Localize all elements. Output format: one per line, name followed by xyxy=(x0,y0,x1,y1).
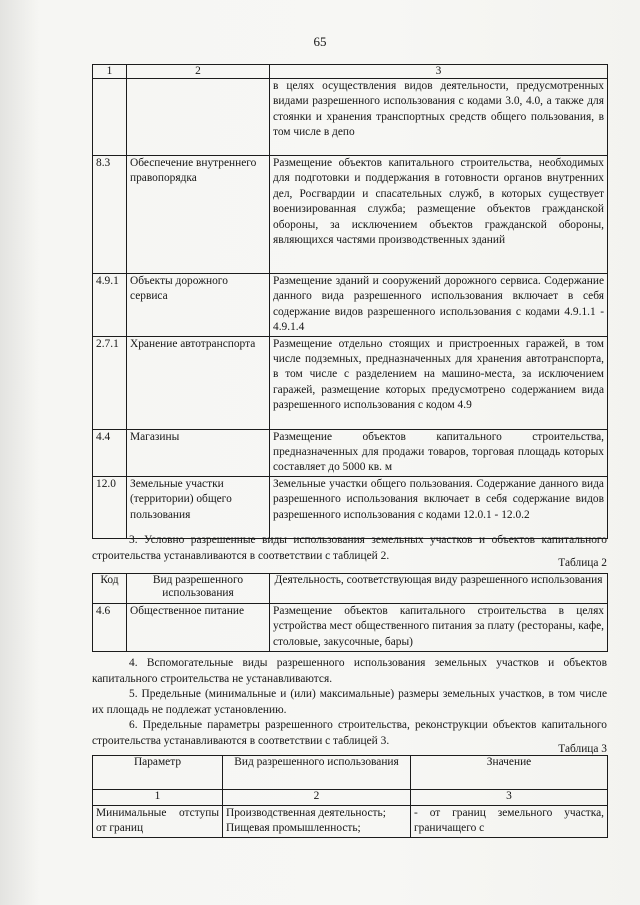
paragraph-4-text: 4. Вспомогательные виды разрешенного использования земельных участков и объектов капитального строительства не устанавливаются. xyxy=(92,657,607,685)
value-cell: - от границ земельного участка, граничащего с xyxy=(411,806,608,838)
table-row xyxy=(93,604,608,652)
header-cell: Деятельность, соответствующая виду разрешенного использования xyxy=(270,574,608,604)
column-number-cell: 1 xyxy=(93,790,223,806)
conditional-use-table xyxy=(92,573,608,652)
paragraph-3-text: 3. Условно разрешенные виды использования земельных участков и объектов капитального строительства устанавливаются в соответствии с таблицей 2. xyxy=(92,534,607,562)
code-cell: 8.3 xyxy=(93,156,127,274)
description-cell: Размещение объектов капитального строительства в целях устройства мест общественного питания за плату (рестораны, кафе, столовые, закусочные, бары) xyxy=(270,604,608,652)
paragraph-4 xyxy=(92,656,607,687)
table-row xyxy=(93,806,608,838)
description-cell: Размещение зданий и сооружений дорожного сервиса. Содержание данного вида разрешенного использования включает в себя содержание видов разрешенного использования с кодами 4.9.1.1 - 4.9.1.4 xyxy=(270,274,608,337)
name-cell: Хранение автотранспорта xyxy=(127,336,270,429)
construction-parameters-table xyxy=(92,755,608,838)
table-header-row xyxy=(93,574,608,604)
column-number-cell: 3 xyxy=(411,790,608,806)
paragraph-6 xyxy=(92,718,607,749)
table-3-caption: Таблица 3 xyxy=(558,743,607,755)
name-cell: Земельные участки (территории) общего пользования xyxy=(127,476,270,538)
paragraph-6-text: 6. Предельные параметры разрешенного строительства, реконструкции объектов капитального строительства устанавливаются в соответствии с таблицей 3. xyxy=(92,719,607,747)
table-2-caption: Таблица 2 xyxy=(558,557,607,569)
table-row xyxy=(93,476,608,538)
description-cell: Размещение объектов капитального строительства, предназначенных для продажи товаров, торговая площадь которых составляет до 5000 кв. м xyxy=(270,429,608,476)
table-row xyxy=(93,429,608,476)
header-cell: 3 xyxy=(270,65,608,79)
name-cell xyxy=(127,79,270,156)
header-cell: Параметр xyxy=(93,756,223,790)
paragraph-3 xyxy=(92,533,607,564)
column-number-cell: 2 xyxy=(223,790,411,806)
name-cell: Общественное питание xyxy=(127,604,270,652)
description-cell: Размещение объектов капитального строительства, необходимых для подготовки и поддержания в готовности органов внутренних дел, Росгвардии и спасательных служб, в которых существует военизированная служба; размещение объектов гражданской обороны, за исключением объектов гражданской обороны, являющихся частями производственных зданий xyxy=(270,156,608,274)
page-number: 65 xyxy=(313,34,327,49)
table-header-row xyxy=(93,756,608,790)
name-cell: Обеспечение внутреннего правопорядка xyxy=(127,156,270,274)
description-cell: в целях осуществления видов деятельности, предусмотренных видами разрешенного использования с кодами 3.0, 4.0, а также для стоянки и хранения транспортных средств общего пользования, в том числе в депо xyxy=(270,79,608,156)
header-cell: Вид разрешенного использования xyxy=(223,756,411,790)
code-cell: 12.0 xyxy=(93,476,127,538)
header-cell: Вид разрешенного использования xyxy=(127,574,270,604)
header-cell: Значение xyxy=(411,756,608,790)
table-row xyxy=(93,274,608,337)
scan-edge-shadow xyxy=(0,0,40,905)
code-cell: 2.7.1 xyxy=(93,336,127,429)
code-cell: 4.6 xyxy=(93,604,127,652)
name-cell: Магазины xyxy=(127,429,270,476)
description-cell: Размещение отдельно стоящих и пристроенных гаражей, в том числе подземных, предназначенных для хранения автотранспорта, в том числе с разделением на машино-места, за исключением гаражей, размещение которых предусмотрено содержанием вида разрешенного использования с кодом 4.9 xyxy=(270,336,608,429)
name-cell: Объекты дорожного сервиса xyxy=(127,274,270,337)
header-cell: 2 xyxy=(127,65,270,79)
description-cell: Земельные участки общего пользования. Содержание данного вида разрешенного использования включает в себя содержание видов разрешенного использования с кодами 12.0.1 - 12.0.2 xyxy=(270,476,608,538)
paragraph-5-text: 5. Предельные (минимальные и (или) максимальные) размеры земельных участков, в том числе их площадь не подлежат установлению. xyxy=(92,688,607,716)
parameter-cell: Минимальные отступы от границ xyxy=(93,806,223,838)
table-row xyxy=(93,79,608,156)
table-header-row xyxy=(93,65,608,79)
header-cell: Код xyxy=(93,574,127,604)
table-row xyxy=(93,156,608,274)
use-cell: Производственная деятельность; Пищевая промышленность; xyxy=(223,806,411,838)
code-cell: 4.9.1 xyxy=(93,274,127,337)
header-cell: 1 xyxy=(93,65,127,79)
land-use-table-continued xyxy=(92,64,608,539)
code-cell: 4.4 xyxy=(93,429,127,476)
table-row xyxy=(93,336,608,429)
column-number-row xyxy=(93,790,608,806)
paragraph-5 xyxy=(92,687,607,718)
code-cell xyxy=(93,79,127,156)
